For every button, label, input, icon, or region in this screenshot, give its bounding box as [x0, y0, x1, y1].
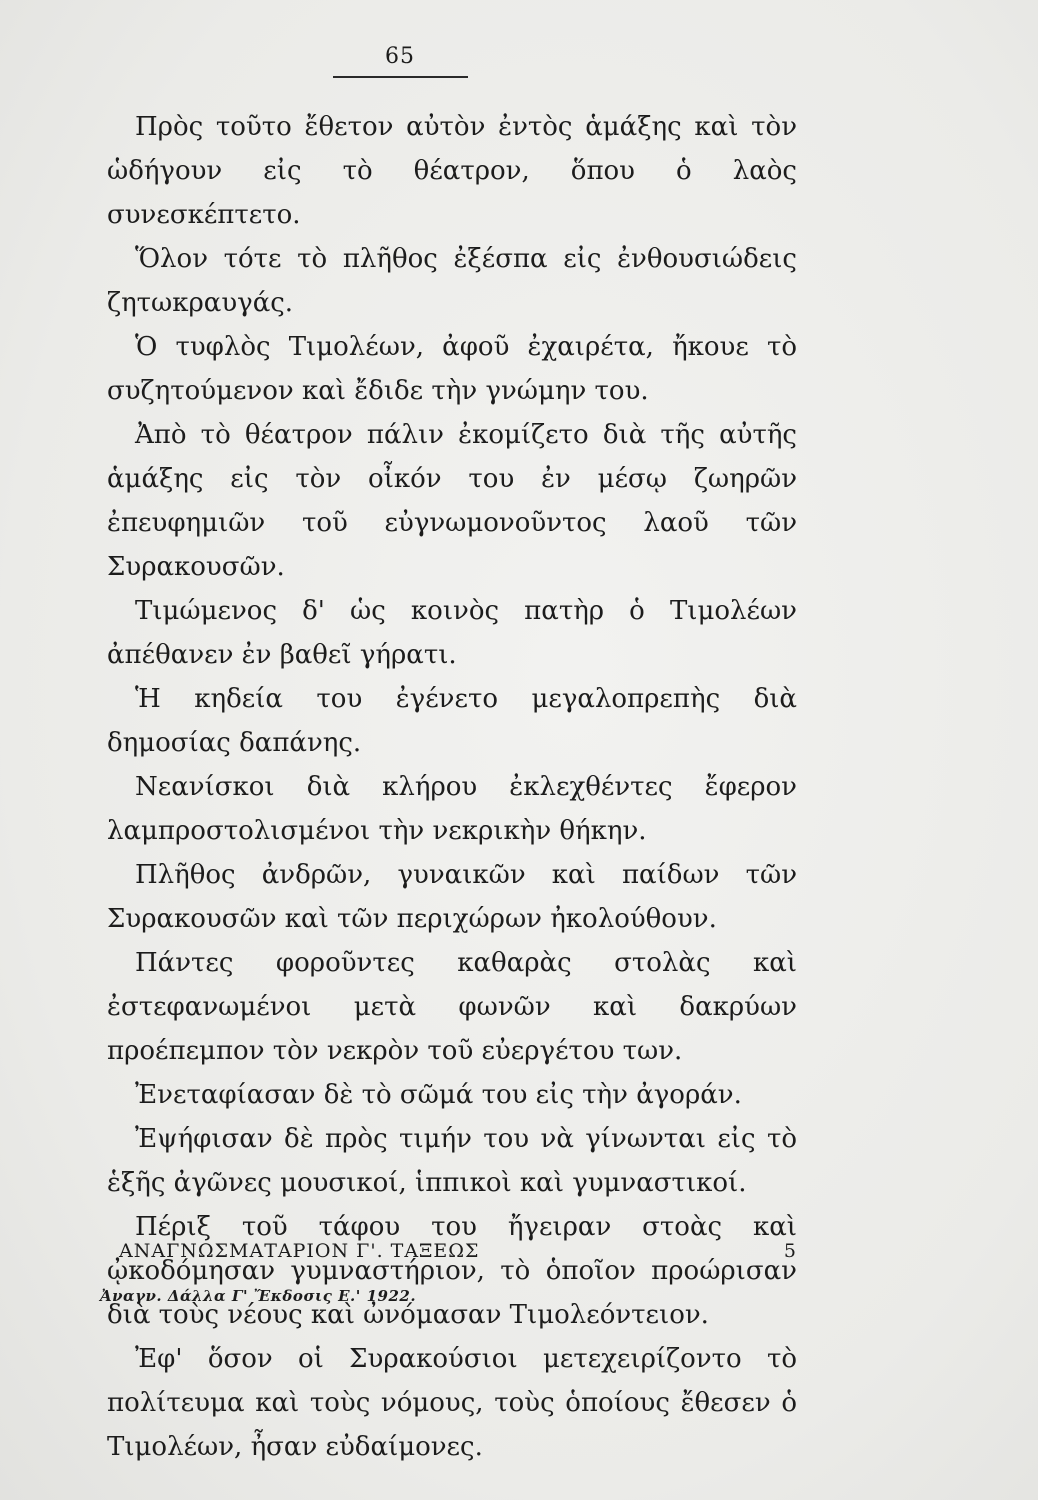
paragraph: Ἐψήφισαν δὲ πρὸς τιμήν του νὰ γίνωνται εἰς τὸ ἑξῆς ἀγῶνες μουσικοί, ἱππικοὶ καὶ γυμναστικοί. [107, 1124, 797, 1198]
paragraph: Τιμώμενος δ' ὡς κοινὸς πατὴρ ὁ Τιμολέων ἀπέθανεν ἐν βαθεῖ γήρατι. [107, 596, 797, 670]
body-text [107, 105, 797, 1469]
paragraph: Νεανίσκοι διὰ κλήρου ἐκλεχθέντες ἔφερον λαμπροστολισμένοι τὴν νεκρικὴν θήκην. [107, 772, 797, 846]
paragraph: Πέριξ τοῦ τάφου του ἤγειραν στοὰς καὶ ᾠκοδόμησαν γυμναστήριον, τὸ ὁποῖον προώρισαν διὰ τοὺς νέους καὶ ὠνόμασαν Τιμολεόντειον. [107, 1212, 797, 1330]
paragraph: Ὁ τυφλὸς Τιμολέων, ἀφοῦ ἐχαιρέτα, ἤκουε τὸ συζητούμενον καὶ ἔδιδε τὴν γνώμην του. [107, 332, 797, 406]
paragraph: Ἐνεταφίασαν δὲ τὸ σῶμά του εἰς τὴν ἀγοράν. [135, 1080, 742, 1110]
footer-book-title: ΑΝΑΓΝΩΣΜΑΤΑΡΙΟΝ Γ'. ΤΑΞΕΩΣ [119, 1240, 480, 1262]
paragraph: Πρὸς τοῦτο ἔθετον αὐτὸν ἐντὸς ἁμάξης καὶ τὸν ὡδήγουν εἰς τὸ θέατρον, ὅπου ὁ λαὸς συνεσκέπτετο. [107, 112, 797, 230]
paragraph: Ἐφ' ὅσον οἱ Συρακούσιοι μετεχειρίζοντο τὸ πολίτευμα καὶ τοὺς νόμους, τοὺς ὁποίους ἔθεσεν ὁ Τιμολέων, ἦσαν εὐδαίμονες. [107, 1344, 797, 1462]
paragraph: Ὅλον τότε τὸ πλῆθος ἐξέσπα εἰς ἐνθουσιώδεις ζητωκραυγάς. [107, 244, 797, 318]
footer-signature-mark: 5 [783, 1240, 797, 1262]
paragraph: Πάντες φοροῦντες καθαρὰς στολὰς καὶ ἐστεφανωμένοι μετὰ φωνῶν καὶ δακρύων προέπεμπον τὸν νεκρὸν τοῦ εὐεργέτου των. [107, 948, 797, 1066]
header-rule [333, 76, 468, 78]
page-footer [107, 1240, 797, 1262]
page-number: 65 [385, 44, 415, 69]
paragraph: Ἀπὸ τὸ θέατρον πάλιν ἐκομίζετο διὰ τῆς αὐτῆς ἁμάξης εἰς τὸν οἶκόν του ἐν μέσῳ ζωηρῶν ἐπευφημιῶν τοῦ εὐγνωμονοῦντος λαοῦ τῶν Συρακουσῶν. [107, 420, 797, 582]
paragraph: Πλῆθος ἀνδρῶν, γυναικῶν καὶ παίδων τῶν Συρακουσῶν καὶ τῶν περιχώρων ἠκολούθουν. [107, 860, 797, 934]
paragraph: Ἡ κηδεία του ἐγένετο μεγαλοπρεπὴς διὰ δημοσίας δαπάνης. [107, 684, 797, 758]
imprint-line: Ἀναγν. Δάλλα Γ' Ἔκδοσις Ε.' 1922. [100, 1287, 417, 1305]
